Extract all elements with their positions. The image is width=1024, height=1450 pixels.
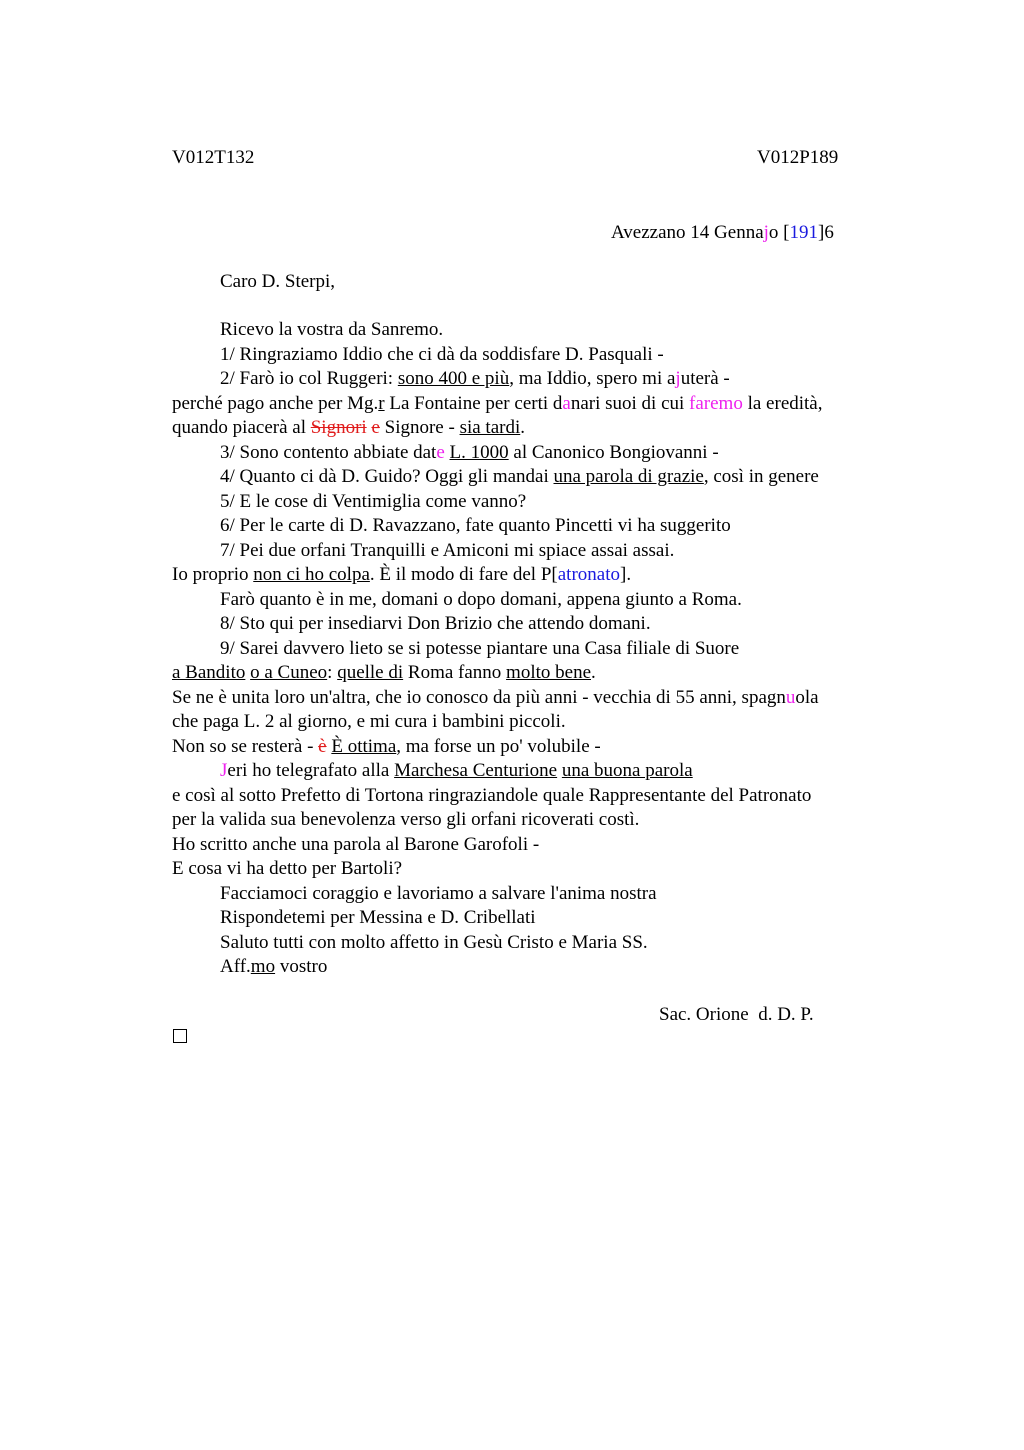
end-of-document-square-icon xyxy=(173,1029,187,1043)
text-line: a Bandito o a Cuneo: quelle di Roma fanno molto bene. xyxy=(172,662,596,683)
text-line: Farò quanto è in me, domani o dopo domani, appena giunto a Roma. xyxy=(220,588,742,610)
text-line: Ricevo la vostra da Sanremo. xyxy=(220,319,444,340)
text-line: Facciamoci coraggio e lavoriamo a salvare l'anima nostra xyxy=(220,882,657,904)
text-line: 8/ Sto qui per insediarvi Don Brizio che attendo domani. xyxy=(220,613,651,634)
text-line: 1/ Ringraziamo Iddio che ci dà da soddisfare D. Pasquali - xyxy=(220,343,664,365)
closing-line: Aff.mo vostro xyxy=(220,956,328,977)
text-line: Rispondetemi per Messina e D. Cribellati xyxy=(220,907,536,928)
text-line: Saluto tutti con molto affetto in Gesù Cristo e Maria SS. xyxy=(220,931,648,953)
salutation: Caro D. Sterpi, xyxy=(220,271,336,292)
text-line: Se ne è unita loro un'altra, che io conosco da più anni - vecchia di 55 anni, spagnuola xyxy=(172,686,819,708)
signature: Sac. Orione d. D. P. xyxy=(659,1004,814,1025)
text-line: 5/ E le cose di Ventimiglia come vanno? xyxy=(220,490,527,512)
text-line: quando piacerà al Signori e Signore - sia tardi. xyxy=(172,417,525,438)
text-line: Jeri ho telegrafato alla Marchesa Centurione una buona parola xyxy=(220,760,693,781)
text-line: 7/ Pei due orfani Tranquilli e Amiconi mi spiace assai assai. xyxy=(220,539,675,561)
text-line: 9/ Sarei davvero lieto se si potesse piantare una Casa filiale di Suore xyxy=(220,637,740,659)
text-line: Ho scritto anche una parola al Barone Garofoli - xyxy=(172,833,540,855)
text-line: e così al sotto Prefetto di Tortona ringraziandole quale Rappresentante del Patronato xyxy=(172,784,812,806)
letter-body xyxy=(172,318,892,980)
text-line: 3/ Sono contento abbiate date L. 1000 al Canonico Bongiovanni - xyxy=(220,441,719,463)
text-line: perché pago anche per Mg.r La Fontaine per certi danari suoi di cui faremo la eredità, xyxy=(172,392,823,414)
text-line: Io proprio non ci ho colpa. È il modo di fare del P[atronato]. xyxy=(172,564,632,585)
document-code-right: V012P189 xyxy=(757,147,839,168)
text-line: 2/ Farò io col Ruggeri: sono 400 e più, ma Iddio, spero mi ajuterà - xyxy=(220,368,730,389)
text-line: per la valida sua benevolenza verso gli orfani ricoverati costì. xyxy=(172,809,640,830)
text-line: 4/ Quanto ci dà D. Guido? Oggi gli mandai una parola di grazie, così in genere xyxy=(220,466,819,487)
text-line: Non so se resterà - è È ottima, ma forse un po' volubile - xyxy=(172,735,601,757)
text-line: che paga L. 2 al giorno, e mi cura i bambini piccoli. xyxy=(172,711,566,732)
text-line: 6/ Per le carte di D. Ravazzano, fate quanto Pincetti vi ha suggerito xyxy=(220,515,731,536)
document-code-left: V012T132 xyxy=(172,147,255,168)
text-line: E cosa vi ha detto per Bartoli? xyxy=(172,858,403,879)
dateline: Avezzano 14 Gennajo [191]6 xyxy=(611,222,834,243)
